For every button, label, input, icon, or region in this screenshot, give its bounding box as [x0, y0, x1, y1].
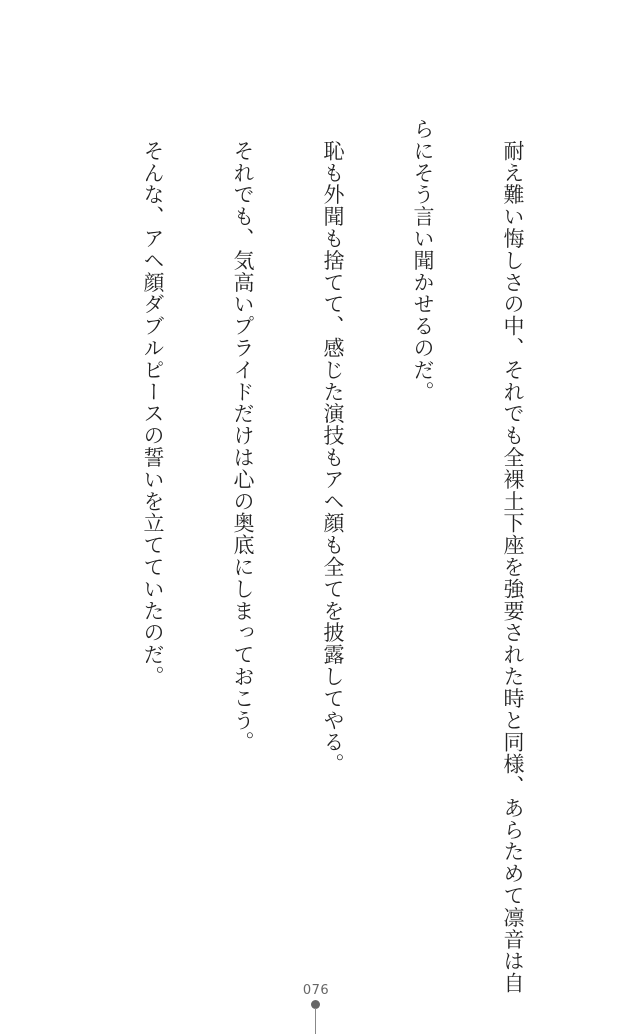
blank-line: [48, 118, 78, 938]
text-line: 恥も外聞も捨てて、感じた演技もアヘ顔も全てを披露してやる。: [321, 118, 345, 775]
text-line: 耐え難い悔しさの中、それでも全裸土下座を強要された時と同様、あらためて凛音は自: [501, 118, 525, 994]
text-line: そんな、アヘ顔ダブルピースの誓いを立てていたのだ。: [141, 118, 165, 688]
page-number: 076: [302, 983, 330, 998]
page-marker-line: [315, 1008, 316, 1034]
text-line: らにそう言い聞かせるのだ。: [411, 118, 435, 403]
text-line: それでも、気高いプライドだけは心の奥底にしまっておこう。: [231, 118, 255, 754]
